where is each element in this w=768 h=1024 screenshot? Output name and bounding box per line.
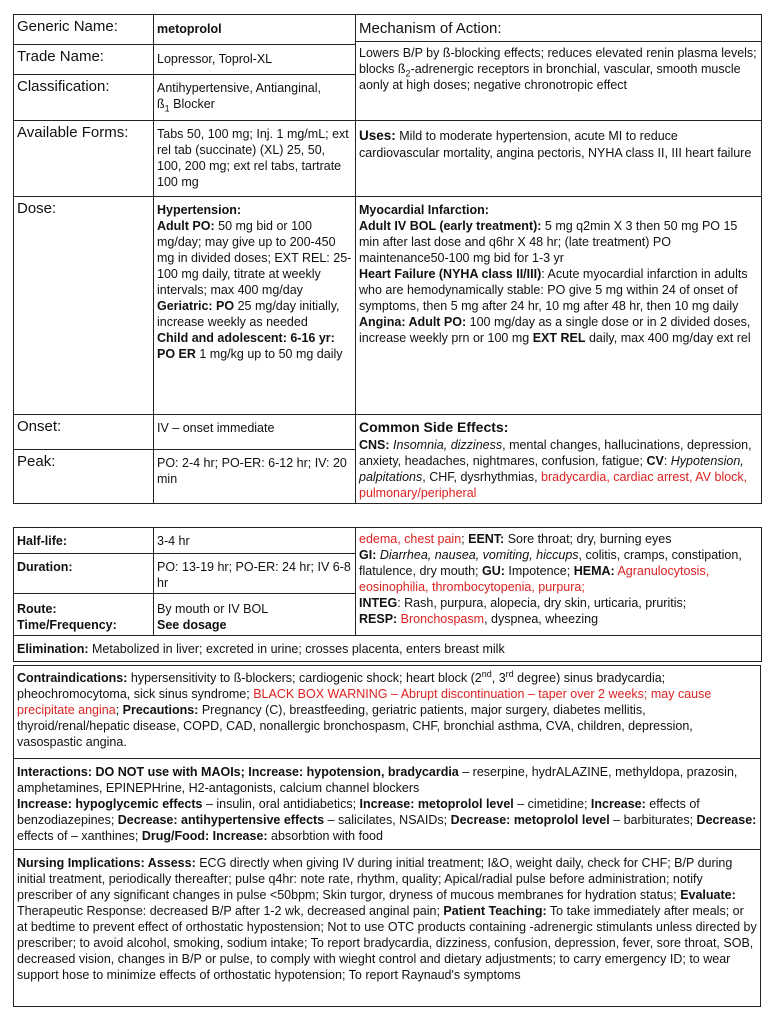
geriatric-label: Geriatric: PO [157,299,235,313]
duration-value: PO: 13-19 hr; PO-ER: 24 hr; IV 6-8 hr [154,554,356,594]
trade-name-value: Lopressor, Toprol-XL [154,45,356,75]
side-effects-continued-cell: edema, chest pain; EENT: Sore throat; dry, burning eyes GI: Diarrhea, nausea, vomiting, hiccups, colitis, cramps, constipation, flatulence, dry mouth; GU: Impotence; HEMA: Agranulocytosis, eosinophilia, thrombocytopenia, purpura; INTEG: Rash, purpura, alopecia, dry skin, urticaria, pruritis; RESP: Bronchospasm, dyspnea, wheezing [356,528,762,636]
peak-value: PO: 2-4 hr; PO-ER: 6-12 hr; IV: 20 min [154,449,356,503]
uses-label: Uses: [359,128,396,143]
duration-label: Duration: [14,554,154,594]
side-effects-cell [356,415,762,504]
classification-value: Antihypertensive, Antianginal, $ß_1$ Blocker [154,75,356,121]
trade-name-label: Trade Name: [14,45,154,75]
elimination-row: Elimination: Metabolized in liver; excreted in urine; crosses placenta, enters breast milk [14,636,762,662]
classification-label: Classification: [14,75,154,121]
adult-iv-label: Adult IV BOL (early treatment): [359,219,542,233]
pharmacokinetics-table [13,527,762,662]
side-effects-heading: Common Side Effects: [359,419,509,435]
angina-label: Angina: Adult PO: [359,315,467,329]
available-forms-value: Tabs 50, 100 mg; Inj. 1 mg/mL; ext rel tab (succinate) (XL) 25, 50, 100, 200 mg; ext rel tabs, tartrate 100 mg [154,121,356,197]
adult-po-label: Adult PO: [157,219,215,233]
route-label: Route: Time/Frequency: [14,594,154,636]
peak-label: Peak: [14,449,154,503]
adult-iv-text: 5 mg q2min X 3 then 50 mg PO 15 min after last dose and q6hr X 48 hr; (late treatment) PO maintenance50-100 mg bid for 1-3 yr [359,219,738,265]
adult-po-text: 50 mg bid or 100 mg/day; may give up to 200-450 mg in divided doses; EXT REL: 25-100 mg daily, titrate at weekly intervals; max 400 mg/day [157,219,352,297]
angina-text-end: daily, max 400 mg/day ext rel [585,331,751,345]
heart-failure-text: : Acute myocardial infarction in adults who are hemodynamically stable: PO give 5 mg within 24 of onset of symptoms, then 5 mg after 24 hr, 10 mg after 48 hr, then 10 mg daily [359,267,748,313]
nursing-implications-box: Nursing Implications: Assess: ECG directly when giving IV during initial treatment; I&O, weight daily, check for CHF; B/P during initial treatment, periodically thereafter; pulse q4hr: note rate, rhythm, quality; Apical/radial pulse before administration; notify prescriber of any significant changes in pulse <50bpm; Skin turgor, dryness of mucous membranes for hydration status; Evaluate: Therapeutic Response: decreased B/P after 1-2 wk, decreased anginal pain; Patient Teaching: To take immediately after meals; or at bedtime to prevent effect of orthostatic hypostension; Not to use OTC products containing -adrenergic stimulants unless directed by prescriber; to avoid alcohol, smoking, sodium intake; To report bradycardia, dizziness, confusion, depression, fever, sore throat, SOB, decreased vision, changes in B/P or pulse, to comply with wieght control and dietary adjustments; to carry emergency ID; to wear support hose to minimize effects of orthostatic hypotension; To report Raynaud's symptoms [13,849,761,1007]
mi-heading: Myocardial Infarction: [359,203,489,217]
half-life-label: Half-life: [14,528,154,554]
uses-text: Mild to moderate hypertension, acute MI to reduce cardiovascular mortality, angina pectoris, NYHA class II, III heart failure [359,129,752,160]
route-value: By mouth or IV BOL See dosage [154,594,356,636]
dose-right-cell [356,197,762,415]
available-forms-label: Available Forms: [14,121,154,197]
hypertension-heading: Hypertension: [157,203,242,217]
dose-label: Dose: [14,197,154,415]
mechanism-heading: Mechanism of Action: [356,15,761,42]
generic-name-label: Generic Name: [14,15,154,45]
child-text: 1 mg/kg up to 50 mg daily [195,347,343,361]
heart-failure-label: Heart Failure (NYHA class II/III) [359,267,542,281]
onset-label: Onset: [14,415,154,450]
angina-extrel: EXT REL [532,331,586,345]
generic-name-value: metoprolol [154,15,356,45]
angina-text: 100 mg/day as a single dose or in 2 divided doses, increase weekly prn or 100 mg [359,315,751,345]
uses-cell [356,121,762,197]
dose-left-cell [154,197,356,415]
contraindications-box: Contraindications: hypersensitivity to ß-blockers; cardiogenic shock; heart block (2nd, 3rd degree) sinus bradycardia; pheochromocytoma, sick sinus syndrome; BLACK BOX WARNING – Abrupt discontinuation – taper over 2 weeks; may cause precipitate angina; Precautions: Pregnancy (C), breastfeeding, geriatric patients, major surgery, diabetes mellitis, thyroid/renal/hepatic disease, COPD, CAD, nonallergic bronchospasm, CHF, bronchial asthma, CVA, children, depression, vasospastic angina. [13,665,761,759]
geriatric-text: 25 mg/day initially, increase weekly as needed [157,299,340,329]
drug-card-top-table [13,14,762,504]
mechanism-text: Lowers B/P by ß-blocking effects; reduces elevated renin plasma levels; blocks $ß_2$-adrenergic receptors in bronchial, vascular, smooth muscle aonly at high doses; negative chronotropic effect [359,46,757,92]
side-effects-text: CNS: Insomnia, dizziness, mental changes, hallucinations, depression, anxiety, headaches, nightmares, confusion, fatigue; CV: Hypotension, palpitations, CHF, dysrhythmias, bradycardia, cardiac arrest, AV block, pulmonary/peripheral [359,438,752,500]
child-label: Child and adolescent: 6-16 yr: PO ER [157,331,335,361]
half-life-value: 3-4 hr [154,528,356,554]
onset-value: IV – onset immediate [154,415,356,450]
mechanism-cell [356,15,762,121]
interactions-box: Interactions: DO NOT use with MAOIs; Increase: hypotension, bradycardia – reserpine, hydrALAZINE, methyldopa, prazosin, amphetamines, EPINEPHrine, H2-antagonists, calcium channel blockers Increase: hypoglycemic effects – insulin, oral antidiabetics; Increase: metoprolol level – cimetidine; Increase: effects of benzodiazepines; Decrease: antihypertensive effects – salicilates, NSAIDs; Decrease: metoprolol level – barbiturates; Decrease: effects of – xanthines; Drug/Food: Increase: absorbtion with food [13,758,761,850]
